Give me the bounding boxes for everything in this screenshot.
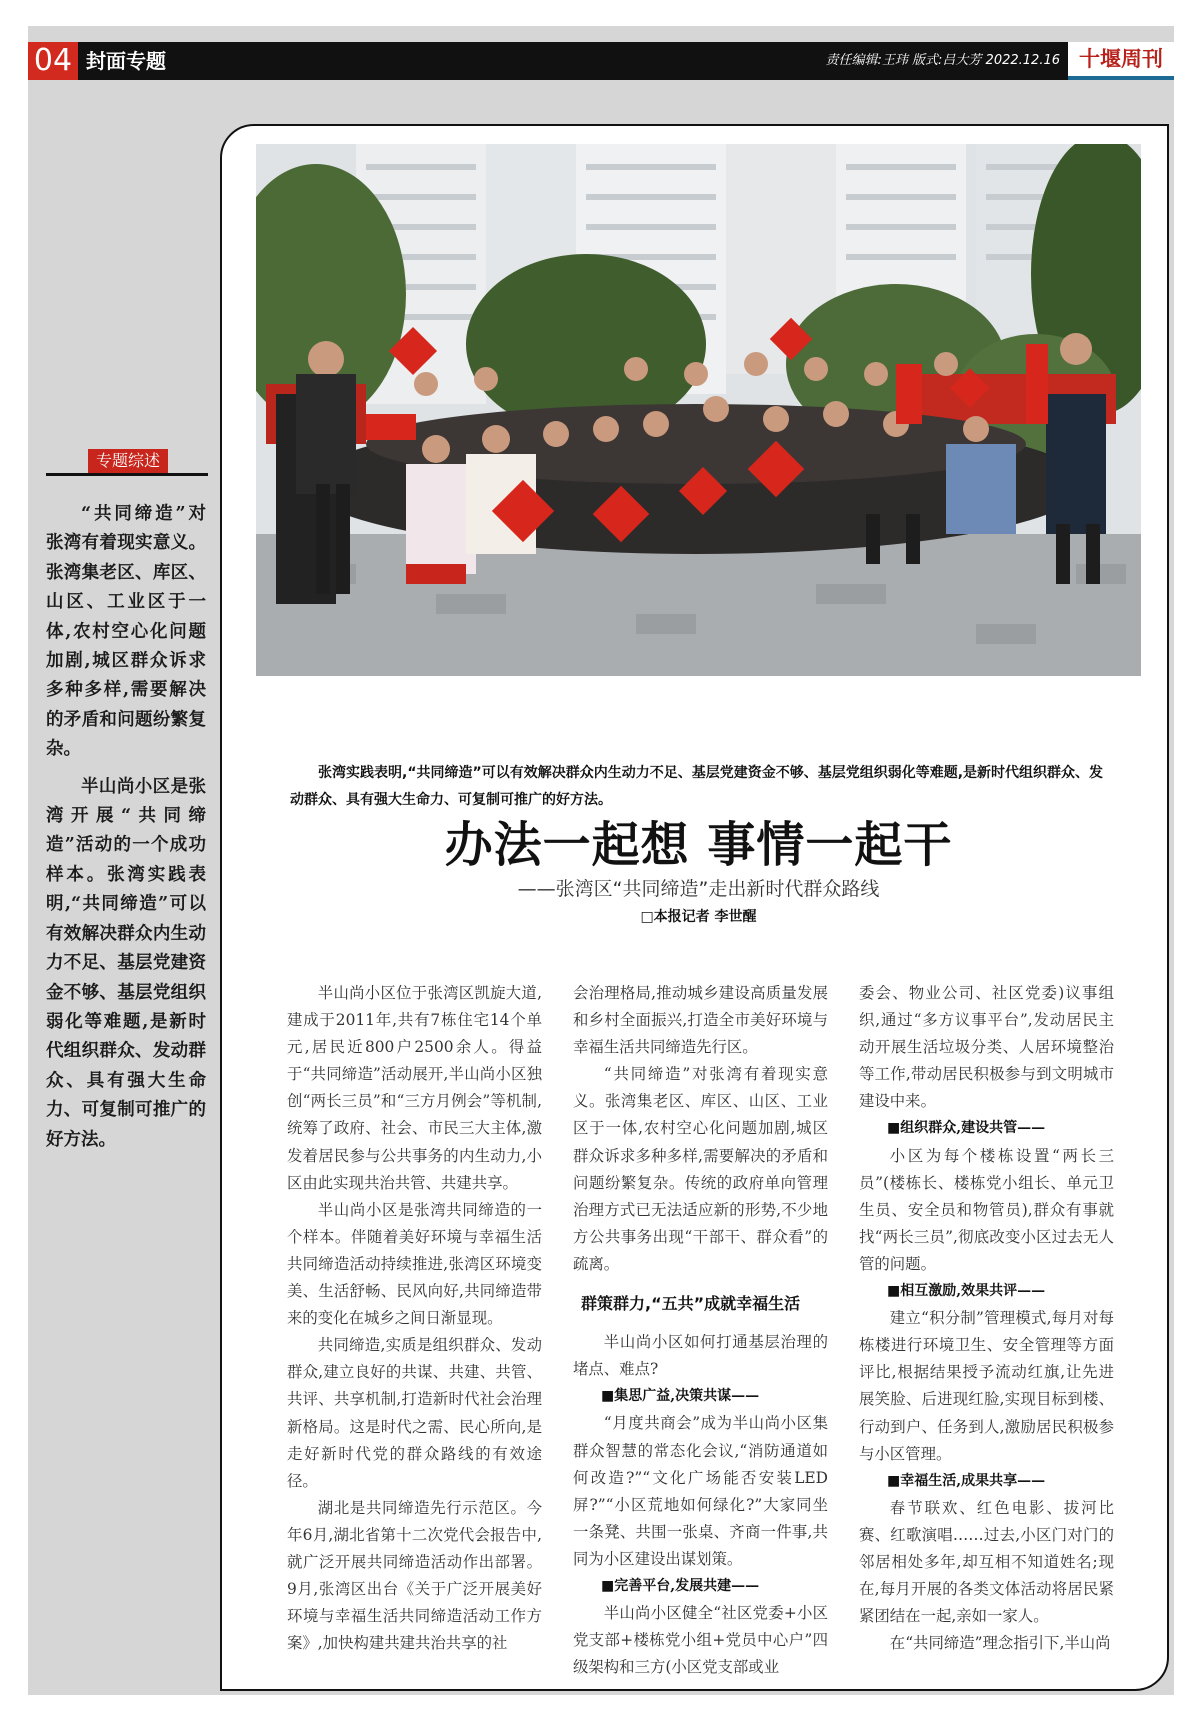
body-paragraph: 建立“积分制”管理模式,每月对每栋楼进行环境卫生、安全管理等方面评比,根据结果授予流动红旗,让先进展笑脸、后进现红脸,实现目标到楼、行动到户、任务到人,激励居民积极参与小区管理。 — [859, 1309, 1114, 1463]
body-paragraph: 会治理格局,推动城乡建设高质量发展和乡村全面振兴,打造全市美好环境与幸福生活共同缔造先行区。 — [573, 984, 828, 1057]
lead-paragraph: 张湾实践表明,“共同缔造”可以有效解决群众内生动力不足、基层党建资金不够、基层党组织弱化等难题,是新时代组织群众、发动群众、具有强大生命力、可复制可推广的好方法。 — [290, 765, 1104, 808]
editor-credits: 责任编辑:王玮 版式:吕大芳 2022.12.16 — [825, 53, 1060, 68]
point-heading: ■集思广益,决策共谋—— — [601, 1388, 760, 1405]
body-paragraph: 小区为每个楼栋设置“两长三员”(楼栋长、楼栋党小组长、单元卫生员、安全员和物管员),群众有事就找“两长三员”,彻底改变小区过去无人管的问题。 — [859, 1146, 1114, 1273]
section-subheading: 群策群力,“五共”成就幸福生活 — [581, 1294, 801, 1314]
point-heading: ■幸福生活,成果共享—— — [887, 1472, 1046, 1489]
sidebar-paragraph: “共同缔造”对张湾有着现实意义。张湾集老区、库区、山区、工业区于一体,农村空心化问题加剧,城区群众诉求多种多样,需要解决的矛盾和问题纷繁复杂。 — [46, 504, 206, 760]
masthead-logo: 十堰周刊 — [1068, 42, 1174, 80]
body-paragraph: 共同缔造,实质是组织群众、发动群众,建立良好的共谋、共建、共管、共评、共享机制,打造新时代社会治理新格局。这是时代之需、民心所向,是走好新时代党的群众路线的有效途径。 — [287, 1336, 542, 1490]
body-paragraph: 在“共同缔造”理念指引下,半山尚 — [889, 1634, 1111, 1653]
article-column-1 — [287, 980, 542, 1657]
body-paragraph: 半山尚小区如何打通基层治理的堵点、难点? — [573, 1333, 828, 1379]
sidebar-paragraph: 半山尚小区是张湾开展“共同缔造”活动的一个成功样本。张湾实践表明,“共同缔造”可以有效解决群众内生动力不足、基层党建资金不够、基层党组织弱化等难题,是新时代组织群众、发动群众、具有强大生命力、可复制可推广的好方法。 — [46, 776, 206, 1150]
page-number: 04 — [28, 42, 78, 80]
body-paragraph: 半山尚小区位于张湾区凯旋大道,建成于2011年,共有7栋住宅14个单元,居民近800户2500余人。得益于“共同缔造”活动展开,半山尚小区独创“两长三员”和“三方月例会”等机制,统筹了政府、社会、市民三大主体,激发着居民参与公共事务的内生动力,小区由此实现共治共管、共建共享。 — [287, 984, 542, 1192]
article-column-2 — [573, 980, 828, 1681]
point-heading: ■组织群众,建设共管—— — [887, 1120, 1046, 1137]
body-paragraph: 委会、物业公司、社区党委)议事组织,通过“多方议事平台”,发动居民主动开展生活垃圾分类、人居环境整治等工作,带动居民积极参与到文明城市建设中来。 — [859, 984, 1114, 1111]
sidebar-divider — [46, 473, 208, 476]
body-paragraph: 半山尚小区是张湾共同缔造的一个样本。伴随着美好环境与幸福生活共同缔造活动持续推进,张湾区环境变美、生活舒畅、民风向好,共同缔造带来的变化在城乡之间日渐显现。 — [287, 1200, 542, 1328]
sidebar-summary — [46, 500, 206, 1163]
byline: □本报记者 李世醒 — [640, 909, 757, 925]
headline: 办法一起想 事情一起干 — [444, 817, 953, 873]
sidebar-tag: 专题综述 — [88, 449, 168, 473]
group-photo-icon — [256, 144, 1141, 676]
article-column-3 — [859, 980, 1114, 1657]
body-paragraph: 春节联欢、红色电影、拔河比赛、红歌演唱……过去,小区门对门的邻居相处多年,却互相不知道姓名;现在,每月开展的各类文体活动将居民紧紧团结在一起,亲如一家人。 — [859, 1498, 1114, 1626]
body-paragraph: “月度共商会”成为半山尚小区集群众智慧的常态化会议,“消防通道如何改造?”“文化广场能否安装LED屏?”“小区荒地如何绿化?”大家同坐一条凳、共围一张桌、齐商一件事,共同为小区建设出谋划策。 — [573, 1414, 828, 1568]
body-paragraph: 湖北是共同缔造先行示范区。今年6月,湖北省第十二次党代会报告中,就广泛开展共同缔造活动作出部署。9月,张湾区出台《关于广泛开展美好环境与幸福生活共同缔造活动工作方案》,加快构建共建共治共享的社 — [287, 1498, 542, 1653]
section-title: 封面专题 — [86, 49, 166, 73]
subheadline: ——张湾区“共同缔造”走出新时代群众路线 — [517, 878, 880, 900]
body-paragraph: “共同缔造”对张湾有着现实意义。张湾集老区、库区、山区、工业区于一体,农村空心化问题加剧,城区群众诉求多种多样,需要解决的矛盾和问题纷繁复杂。传统的政府单向管理治理方式已无法适应新的形势,不少地方公共事务出现“干部干、群众看”的疏离。 — [573, 1065, 828, 1273]
point-heading: ■相互激励,效果共评—— — [887, 1283, 1046, 1300]
point-heading: ■完善平台,发展共建—— — [601, 1577, 760, 1594]
body-paragraph: 半山尚小区健全“社区党委+小区党支部+楼栋党小组+党员中心户”四级架构和三方(小区党支部或业 — [573, 1604, 828, 1677]
